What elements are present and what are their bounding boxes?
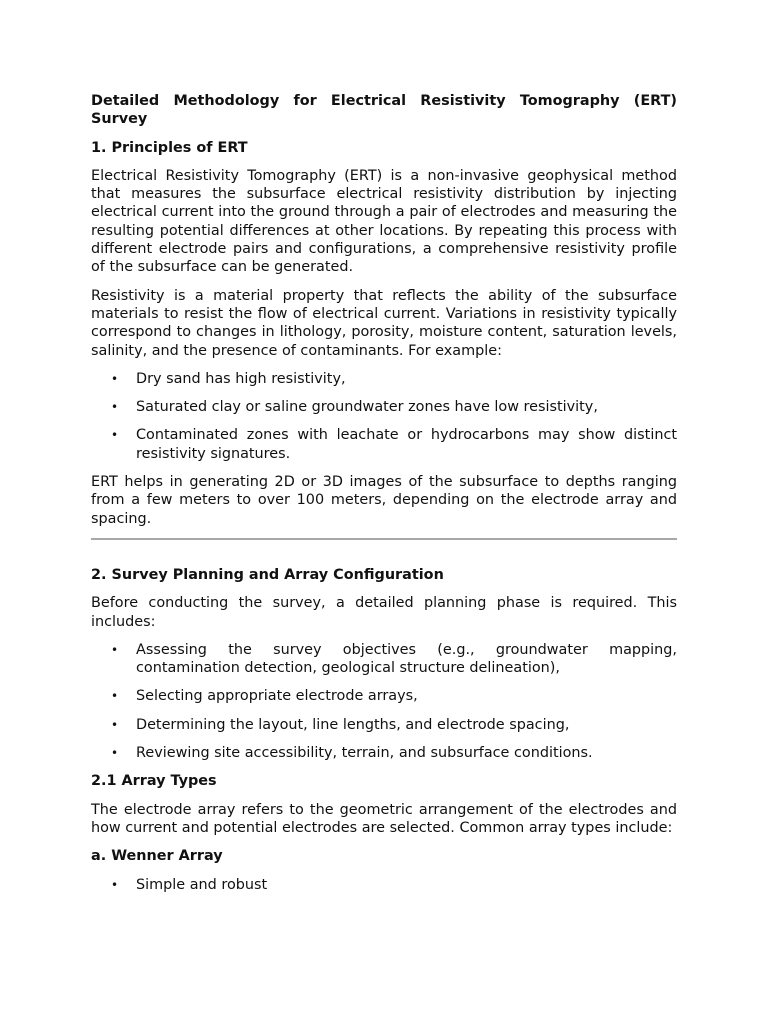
list-item: • Dry sand has high resistivity, bbox=[91, 370, 677, 388]
paragraph: Resistivity is a material property that reflects the ability of the subsurface materials to resist the flow of electrical current. Variations in resistivity typically correspond to changes in lithology, porosity, moisture content, saturation levels, salinity, and the presence of contaminants. For example: bbox=[91, 287, 677, 359]
section-heading-principles: 1. Principles of ERT bbox=[91, 139, 248, 156]
list-item: • Contaminated zones with leachate or hydrocarbons may show distinct resistivity signatures. bbox=[91, 426, 677, 463]
list-item: • Reviewing site accessibility, terrain, and subsurface conditions. bbox=[91, 744, 677, 762]
list-item: • Saturated clay or saline groundwater zones have low resistivity, bbox=[91, 398, 677, 416]
document-title: Detailed Methodology for Electrical Resistivity Tomography (ERT) Survey bbox=[91, 93, 677, 128]
section-heading-survey-planning: 2. Survey Planning and Array Configuration bbox=[91, 566, 444, 583]
bullet-list bbox=[91, 370, 677, 463]
list-item: • Selecting appropriate electrode arrays, bbox=[91, 687, 677, 705]
paragraph: The electrode array refers to the geometric arrangement of the electrodes and how current and potential electrodes are selected. Common array types include: bbox=[91, 801, 677, 836]
bullet-list bbox=[91, 876, 677, 894]
paragraph: Electrical Resistivity Tomography (ERT) is a non-invasive geophysical method that measures the subsurface electrical resistivity distribution by injecting electrical current into the ground through a pair of electrodes and measuring the resulting potential differences at other locations. By repeating this process with different electrode pairs and configurations, a comprehensive resistivity profile of the subsurface can be generated. bbox=[91, 167, 677, 276]
bullet-list bbox=[91, 641, 677, 762]
section-divider bbox=[91, 538, 677, 540]
list-item: • Assessing the survey objectives (e.g., groundwater mapping, contamination detection, geological structure delineation), bbox=[91, 641, 677, 678]
subsection-heading-wenner-array: a. Wenner Array bbox=[91, 848, 223, 865]
list-item: • Simple and robust bbox=[91, 876, 677, 894]
list-item: • Determining the layout, line lengths, and electrode spacing, bbox=[91, 716, 677, 734]
paragraph: ERT helps in generating 2D or 3D images of the subsurface to depths ranging from a few meters to over 100 meters, depending on the electrode array and spacing. bbox=[91, 474, 677, 527]
subsection-heading-array-types: 2.1 Array Types bbox=[91, 773, 217, 790]
paragraph: Before conducting the survey, a detailed planning phase is required. This includes: bbox=[91, 595, 677, 630]
